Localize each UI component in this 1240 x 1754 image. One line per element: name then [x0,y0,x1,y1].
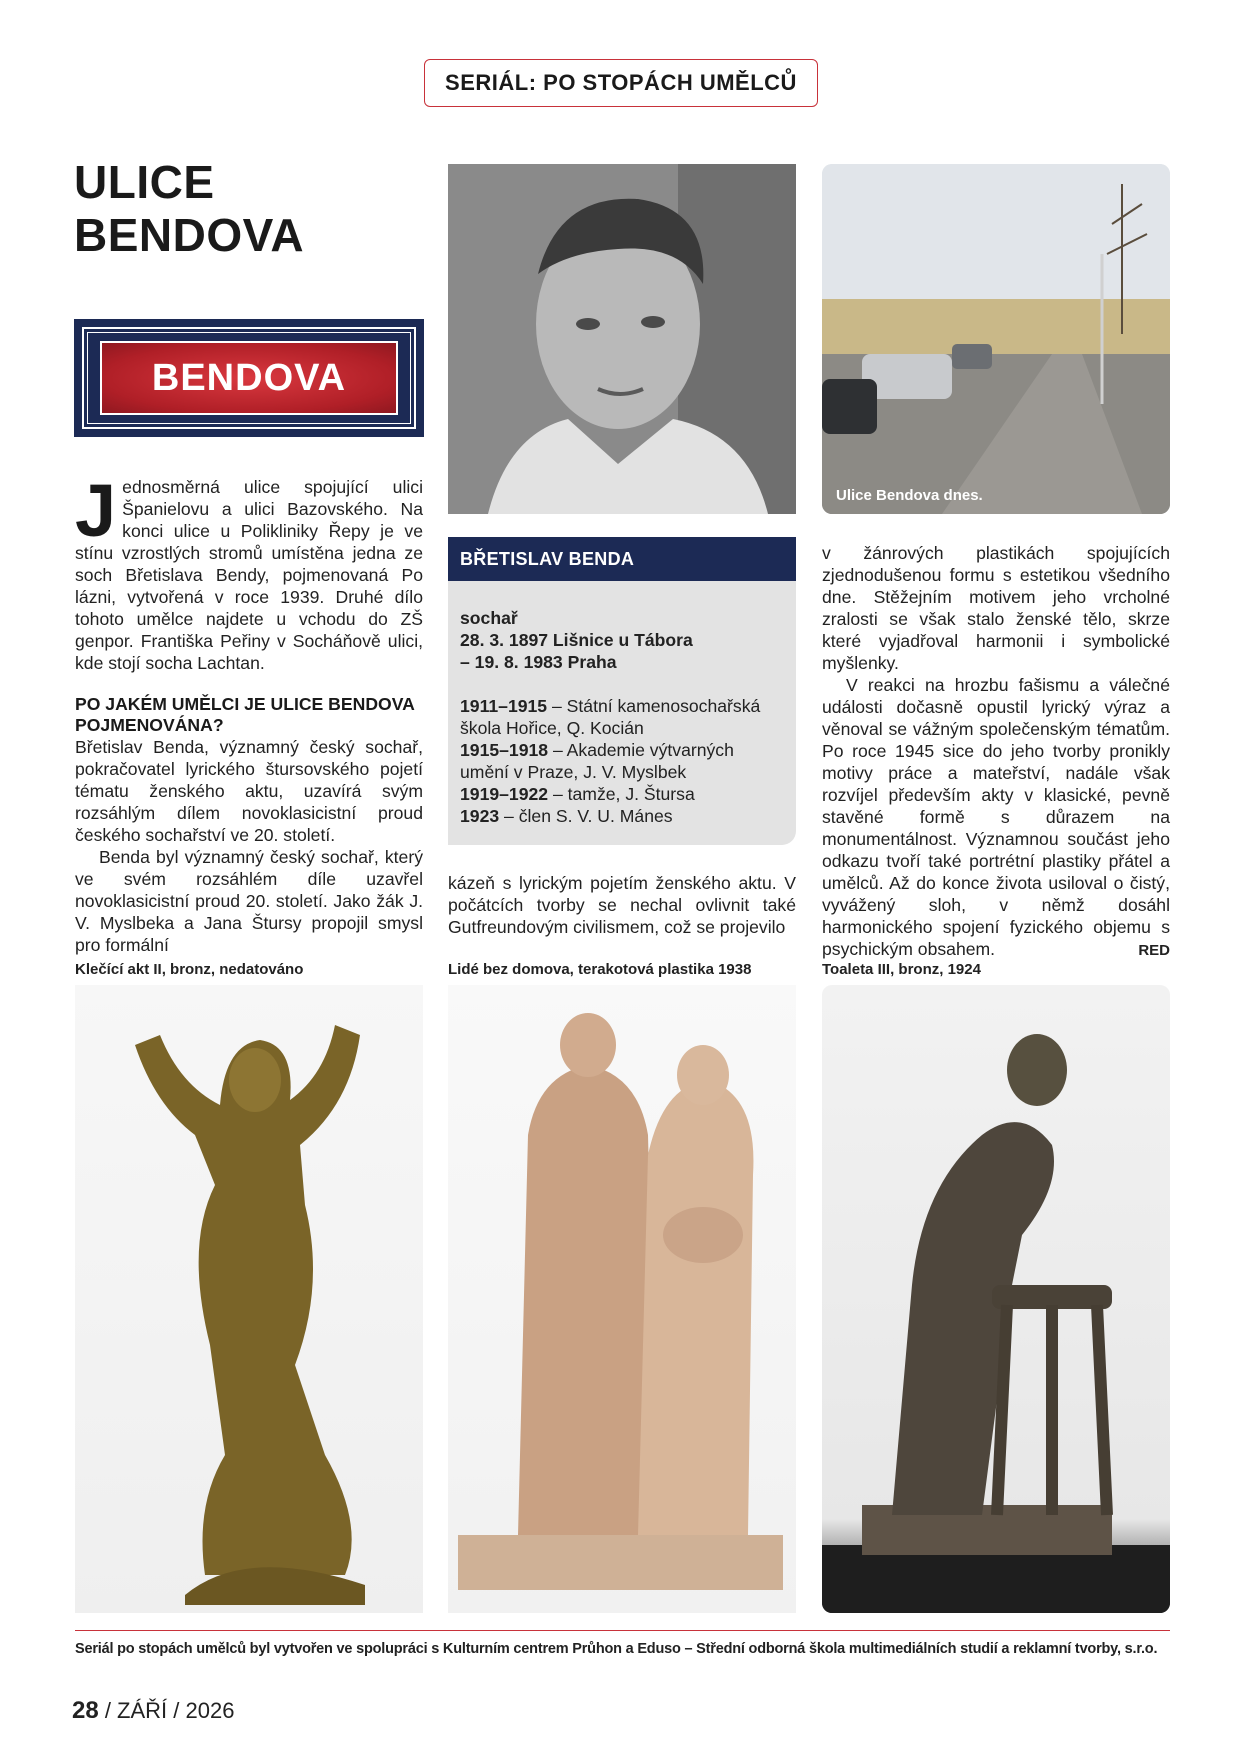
bronze-nude-illustration [75,985,423,1613]
street-photo [822,164,1170,514]
section-paragraph-2: Benda byl významný český sochař, který ve svém rozsáhlém díle uzavřel novoklasicistní proud 20. století. Jako žák J. V. Myslbeka a Jana Štursy propojil smysl pro formální [75,847,423,955]
issue-date: / ZÁŘÍ / 2026 [98,1698,235,1723]
statue-1-caption: Klečící akt II, bronz, nedatováno [75,961,304,978]
statue-2-caption: Lidé bez domova, terakotová plastika 1938 [448,961,752,978]
title-line-1: ULICE [74,156,215,208]
street-photo-caption: Ulice Bendova dnes. [836,487,983,504]
bio-name-bar: BŘETISLAV BENDA [448,537,796,581]
portrait-illustration [448,164,796,514]
statue-3-photo [822,985,1170,1613]
intro-column [75,469,423,956]
column-2-continuation [448,872,796,938]
footer-credits: Seriál po stopách umělců byl vytvořen ve spolupráci s Kulturním centrem Průhon a Eduso – Střední odborná škola multimediálních studií a reklamní tvorby, s.r.o. [75,1641,1158,1657]
street-illustration [822,164,1170,514]
page-number: 28 [72,1697,99,1724]
bio-role: sochař [460,608,518,628]
author-signature: RED [1138,942,1170,959]
article-title [74,156,424,262]
col2-paragraph: kázeň s lyrickým pojetím ženského aktu. V počátcích tvorby se nechal ovlivnit také Gutfreundovým civilismem, což se projevilo [448,873,796,937]
drop-cap: J [75,469,117,552]
column-3 [822,542,1170,962]
col3-paragraph-1: v žánrových plastikách spojujících zjednodušenou formu s estetikou všedního dne. Stěžejním motivem jeho vrcholné zralosti se však stalo ženské tělo, skrze které vyjadřoval harmonii i symbolické myšlenky. [822,543,1170,673]
street-sign [74,319,424,437]
intro-paragraph: ednosměrná ulice spojující ulici Španielovu a ulici Bazovského. Na konci ulice u Polikliniky Řepy je ve stínu vzrostlých stromů umístěna jedna ze soch Břetislava Bendy, pojmenovaná Po lázni, vytvořená v roce 1939. Druhé dílo tohoto umělce najdete u vchodu do ZŠ genpor. Františka Peřiny v Socháňově ulici, kde stojí socha Lachtan. [75,477,423,673]
sign-text: BENDOVA [151,356,347,399]
section-heading: PO JAKÉM UMĚLCI JE ULICE BENDOVA POJMENOVÁNA? [75,694,415,735]
col3-paragraph-2: V reakci na hrozbu fašismu a válečné události dočasně opustil lyrický výraz a věnoval se vážným společenským tématům. Po roce 1945 sice do jeho tvorby pronikly motivy práce a mateřství, nadále však rozvíjel především akty v klasické, pevně stavěné formě s důrazem na monumentálnost. Významnou součást jeho odkazu tvoří také portrétní plastiky přátel a umělců. Až do konce života usiloval o čistý, vyvážený sloh, v němž dosáhl harmonického spojení fyzického objemu s psychickým obsahem. [822,675,1170,959]
sign-plate [100,341,398,415]
bio-born: 28. 3. 1897 Lišnice u Tábora [460,630,693,650]
bio-entry: 1915–1918 – Akademie výtvarných umění v Praze, J. V. Myslbek [460,740,734,782]
statue-1-photo [75,985,423,1613]
bronze-toilette-illustration [822,985,1170,1613]
footer-divider [75,1630,1170,1631]
bio-entry: 1911–1915 – Státní kamenosochařská škola Hořice, Q. Kocián [460,696,761,738]
bio-entry: 1919–1922 – tamže, J. Štursa [460,784,695,804]
statue-3-caption: Toaleta III, bronz, 1924 [822,961,981,978]
terracotta-family-illustration [448,985,796,1613]
bio-entry: 1923 – člen S. V. U. Mánes [460,806,673,826]
section-paragraph-1: Břetislav Benda, významný český sochař, pokračovatel lyrického štursovského pojetí tématu ženského aktu, uzavírá svým rozsáhlým dílem novoklasicistní proud českého sochařství ve 20. století. [75,737,423,845]
bio-box [448,581,796,845]
series-label: SERIÁL: PO STOPÁCH UMĚLCŮ [424,59,818,107]
page-footer [72,1697,234,1725]
statue-2-photo [448,985,796,1613]
bio-died: – 19. 8. 1983 Praha [460,652,617,672]
title-line-2: BENDOVA [74,209,305,261]
portrait-photo [448,164,796,514]
